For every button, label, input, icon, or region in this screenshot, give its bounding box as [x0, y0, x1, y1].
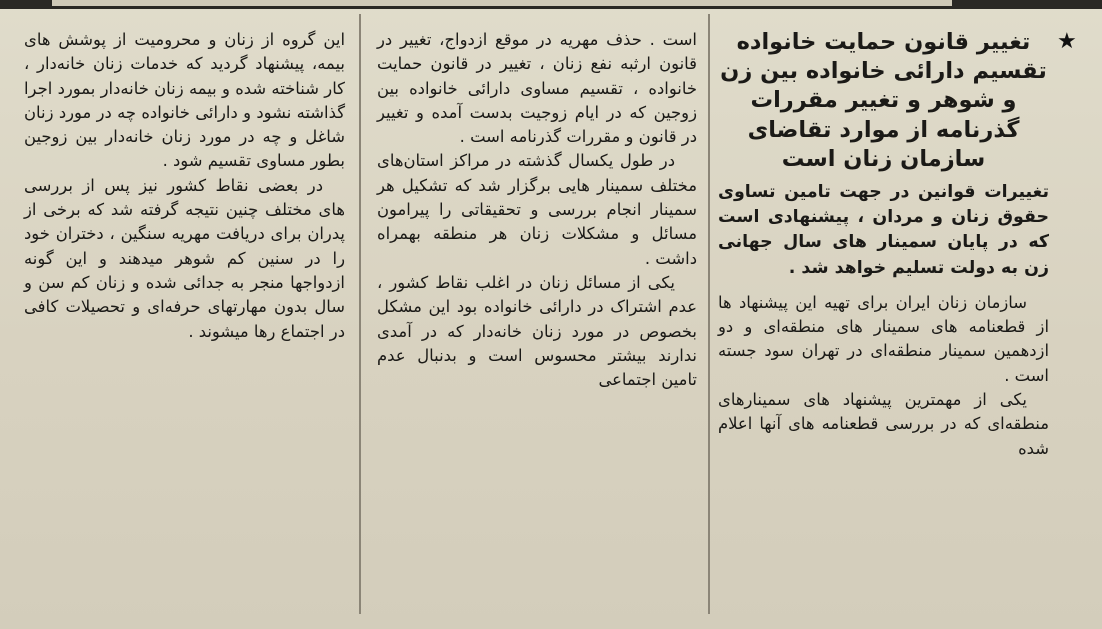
- star-icon: ★: [1057, 29, 1077, 54]
- column-rule: [708, 14, 710, 614]
- article-headline: تغییر قانون حمایت خانواده تقسیم دارائی خانواده بین زن و شوهر و تغییر مقررات گذرنامه از موارد تقاضای سازمان زنان است: [720, 29, 1047, 172]
- article-column-right: [718, 28, 1049, 461]
- top-border: [0, 0, 1102, 9]
- article-lead: تغییرات قوانین در جهت تامین تساوی حقوق زنان و مردان ، پیشنهادی است که در پایان سمینار های سال جهانی زن به دولت تسلیم خواهد شد .: [718, 182, 1049, 278]
- body-paragraph: در بعضی نقاط کشور نیز پس از بررسی های مختلف چنین نتیجه گرفته شد که برخی از پدران برای دریافت مهریه سنگین ، دختران خود را در سنین کم شوهر میدهند و این گونه ازدواجها منجر به جدائی شده و زنان کم سن و سال بدون مهارتهای حرفه‌ای و تحصیلات کافی در اجتماع رها میشوند .: [24, 175, 345, 341]
- body-paragraph: در طول یکسال گذشته در مراکز استان‌های مختلف سمینار هایی برگزار شد که تشکیل هر سمینار انجام بررسی و تحقیقاتی را پیرامون مسائل و مشکلات زنان هر منطقه بهمراه داشت .: [377, 151, 697, 268]
- article-column-left: [24, 28, 345, 344]
- article-column-middle: [377, 28, 697, 392]
- body-paragraph: سازمان زنان ایران برای تهیه این پیشنهاد ها از قطعنامه های سمینار های منطقه‌ای و دو ازدهمین سمینار منطقه‌ای در تهران سود جسته است .: [718, 292, 1049, 385]
- column-rule: [359, 14, 361, 614]
- body-paragraph: این گروه از زنان و محرومیت از پوشش های بیمه، پیشنهاد گردید که خدمات زنان خانه‌دار ، کار شناخته شده و بیمه زنان خانه‌دار بمورد اجرا گذاشته نشود و دارائی خانواده چه در مورد زنان شاغل و چه در مورد زنان خانه‌دار بین زوجین بطور مساوی تقسیم شود .: [24, 30, 345, 171]
- body-paragraph: است . حذف مهریه در موقع ازدواج، تغییر در قانون ارثبه نفع زنان ، تغییر در قانون حمایت خانواده ، تقسیم مساوی دارائی خانواده بین زوجین که در ایام زوجیت بدست آمده و تغییر در قانون و مقررات گذرنامه است .: [377, 30, 697, 147]
- body-paragraph: یکی از مهمترین پیشنهاد های سمینارهای منطقه‌ای که در بررسی قطعنامه های آنها اعلام شده: [718, 390, 1049, 458]
- top-border-gap: [52, 0, 952, 6]
- body-paragraph: یکی از مسائل زنان در اغلب نقاط کشور ، عدم اشتراک در دارائی خانواده بود این مشکل بخصوص در مورد زنان خانه‌دار که در آمدی ندارند بیشتر محسوس است و بدنبال عدم تامین اجتماعی: [377, 272, 697, 390]
